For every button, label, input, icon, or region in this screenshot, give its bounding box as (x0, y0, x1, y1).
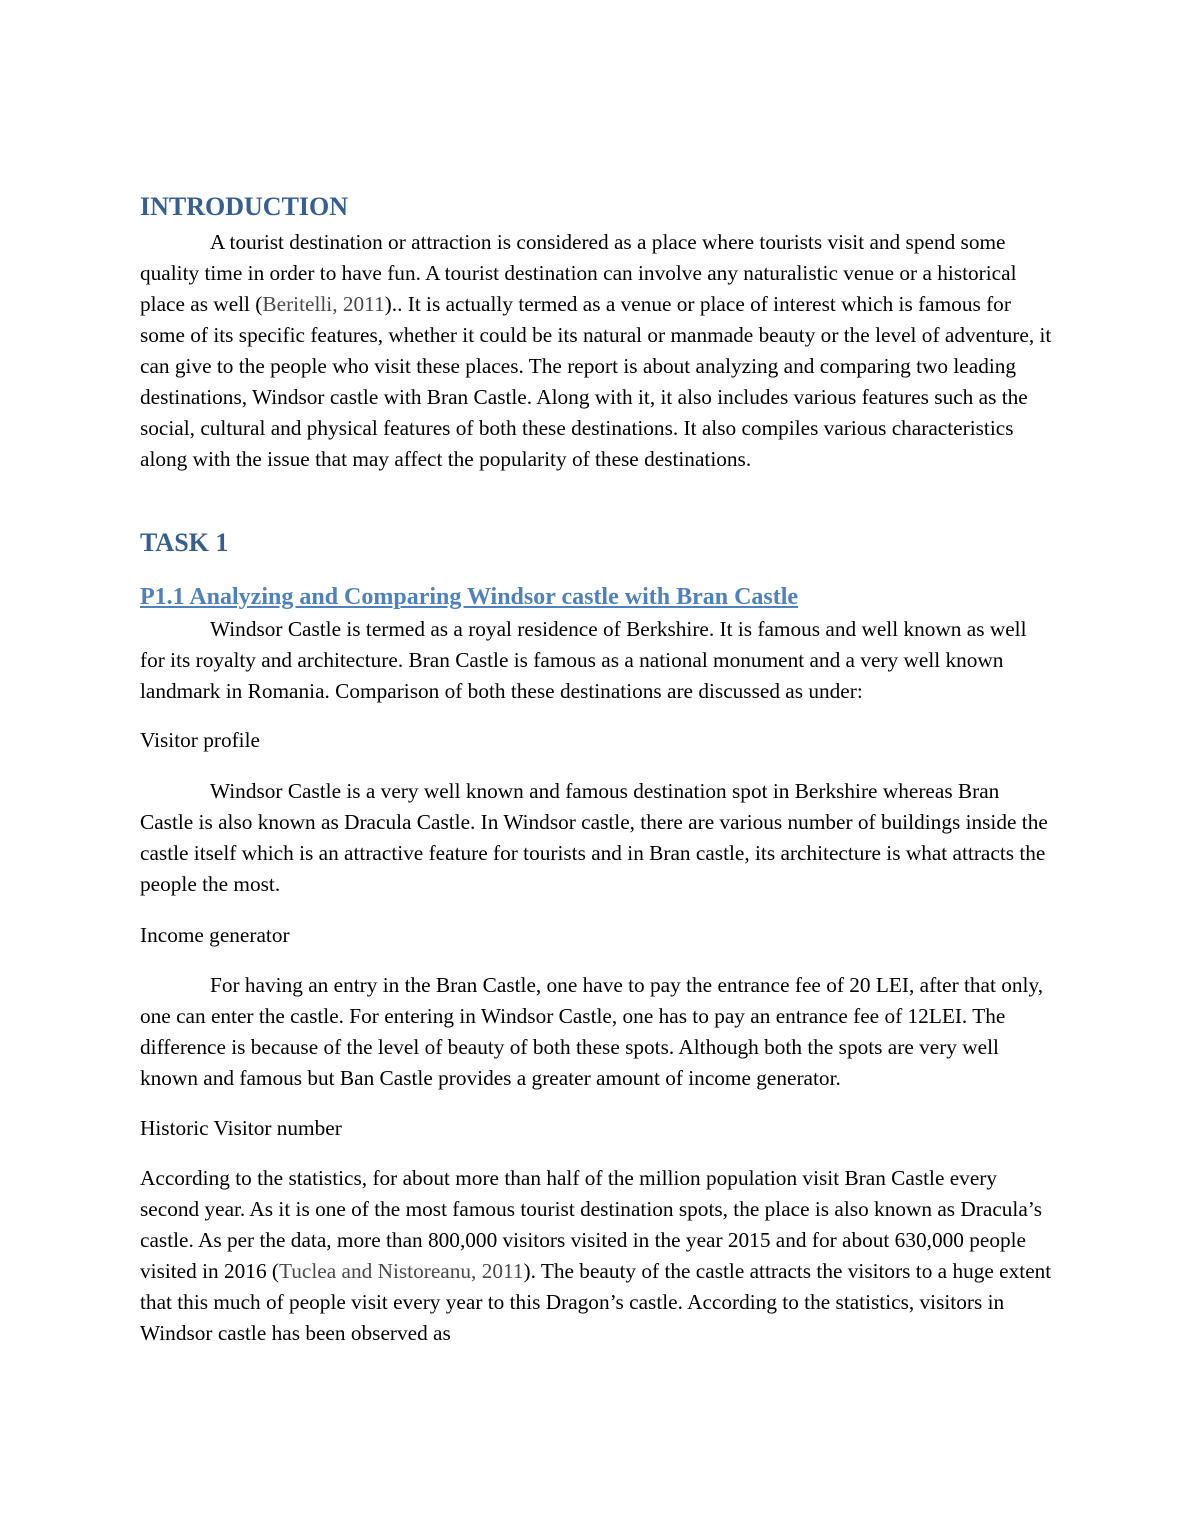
historic-text-part2: ). The beauty of the castle attracts the visitors to a huge extent that this much of people visit every year to this Dragon’s castle. According to the statistics, visitors in Windsor castle has been observed as (140, 1259, 1052, 1345)
spacer (140, 756, 1052, 776)
introduction-paragraph (140, 227, 1052, 475)
spacer (140, 1094, 1052, 1113)
citation-tuclea: Tuclea and Nistoreanu, 2011 (279, 1259, 524, 1283)
intro-text-part2: ).. It is actually termed as a venue or place of interest which is famous for some of its specific features, whether it could be its natural or manmade beauty or the level of adventure, it can give to the people who visit these places. The report is about analyzing and comparing two leading destinations, Windsor castle with Bran Castle. Along with it, it also includes various features such as the social, cultural and physical features of both these destinations. It also compiles various characteristics along with the issue that may affect the popularity of these destinations. (140, 292, 1052, 471)
historic-text-part1: According to the statistics, for about more than half of the million population visit Bran Castle every second year. As it is one of the most famous tourist destination spots, the place is also known as Dracula’s castle. As per the data, more than 800,000 visitors visited in the year 2015 and for about 630,000 people visited in 2016 ( (140, 1166, 1043, 1283)
spacer (140, 707, 1052, 725)
historic-visitor-paragraph (140, 1163, 1052, 1349)
visitor-profile-paragraph: Windsor Castle is a very well known and famous destination spot in Berkshire whereas Bran Castle is also known as Dracula Castle. In Windsor castle, there are various number of buildings inside the castle itself which is an attractive feature for tourists and in Bran castle, its architecture is what attracts the people the most. (140, 779, 1048, 896)
document-page (140, 183, 1052, 1349)
visitor-profile-title: Visitor profile (140, 728, 260, 752)
spacer (140, 563, 1052, 580)
intro-text-part1: A tourist destination or attraction is considered as a place where tourists visit and spend some quality time in order to have fun. A tourist destination can involve any naturalistic venue or a historical place as well ( (140, 230, 1017, 316)
task1-intro-paragraph: Windsor Castle is termed as a royal residence of Berkshire. It is famous and well known as well for its royalty and architecture. Bran Castle is famous as a national monument and a very well known landmark in Romania. Comparison of both these destinations are discussed as under: (140, 617, 1027, 703)
spacer (140, 951, 1052, 970)
spacer (140, 900, 1052, 920)
historic-visitor-title: Historic Visitor number (140, 1116, 342, 1140)
section-spacer (140, 475, 1052, 525)
introduction-heading: INTRODUCTION (140, 192, 349, 221)
income-generator-paragraph: For having an entry in the Bran Castle, one have to pay the entrance fee of 20 LEI, after that only, one can enter the castle. For entering in Windsor Castle, one has to pay an entrance fee of 12LEI. The difference is because of the level of beauty of both these spots. Although both the spots are very well known and famous but Ban Castle provides a greater amount of income generator. (140, 973, 1044, 1090)
citation-beritelli: Beritelli, 2011 (262, 292, 385, 316)
task1-heading: TASK 1 (140, 528, 229, 557)
p1-1-subheading: P1.1 Analyzing and Comparing Windsor castle with Bran Castle (140, 584, 799, 610)
spacer (140, 1144, 1052, 1163)
income-generator-title: Income generator (140, 923, 290, 947)
